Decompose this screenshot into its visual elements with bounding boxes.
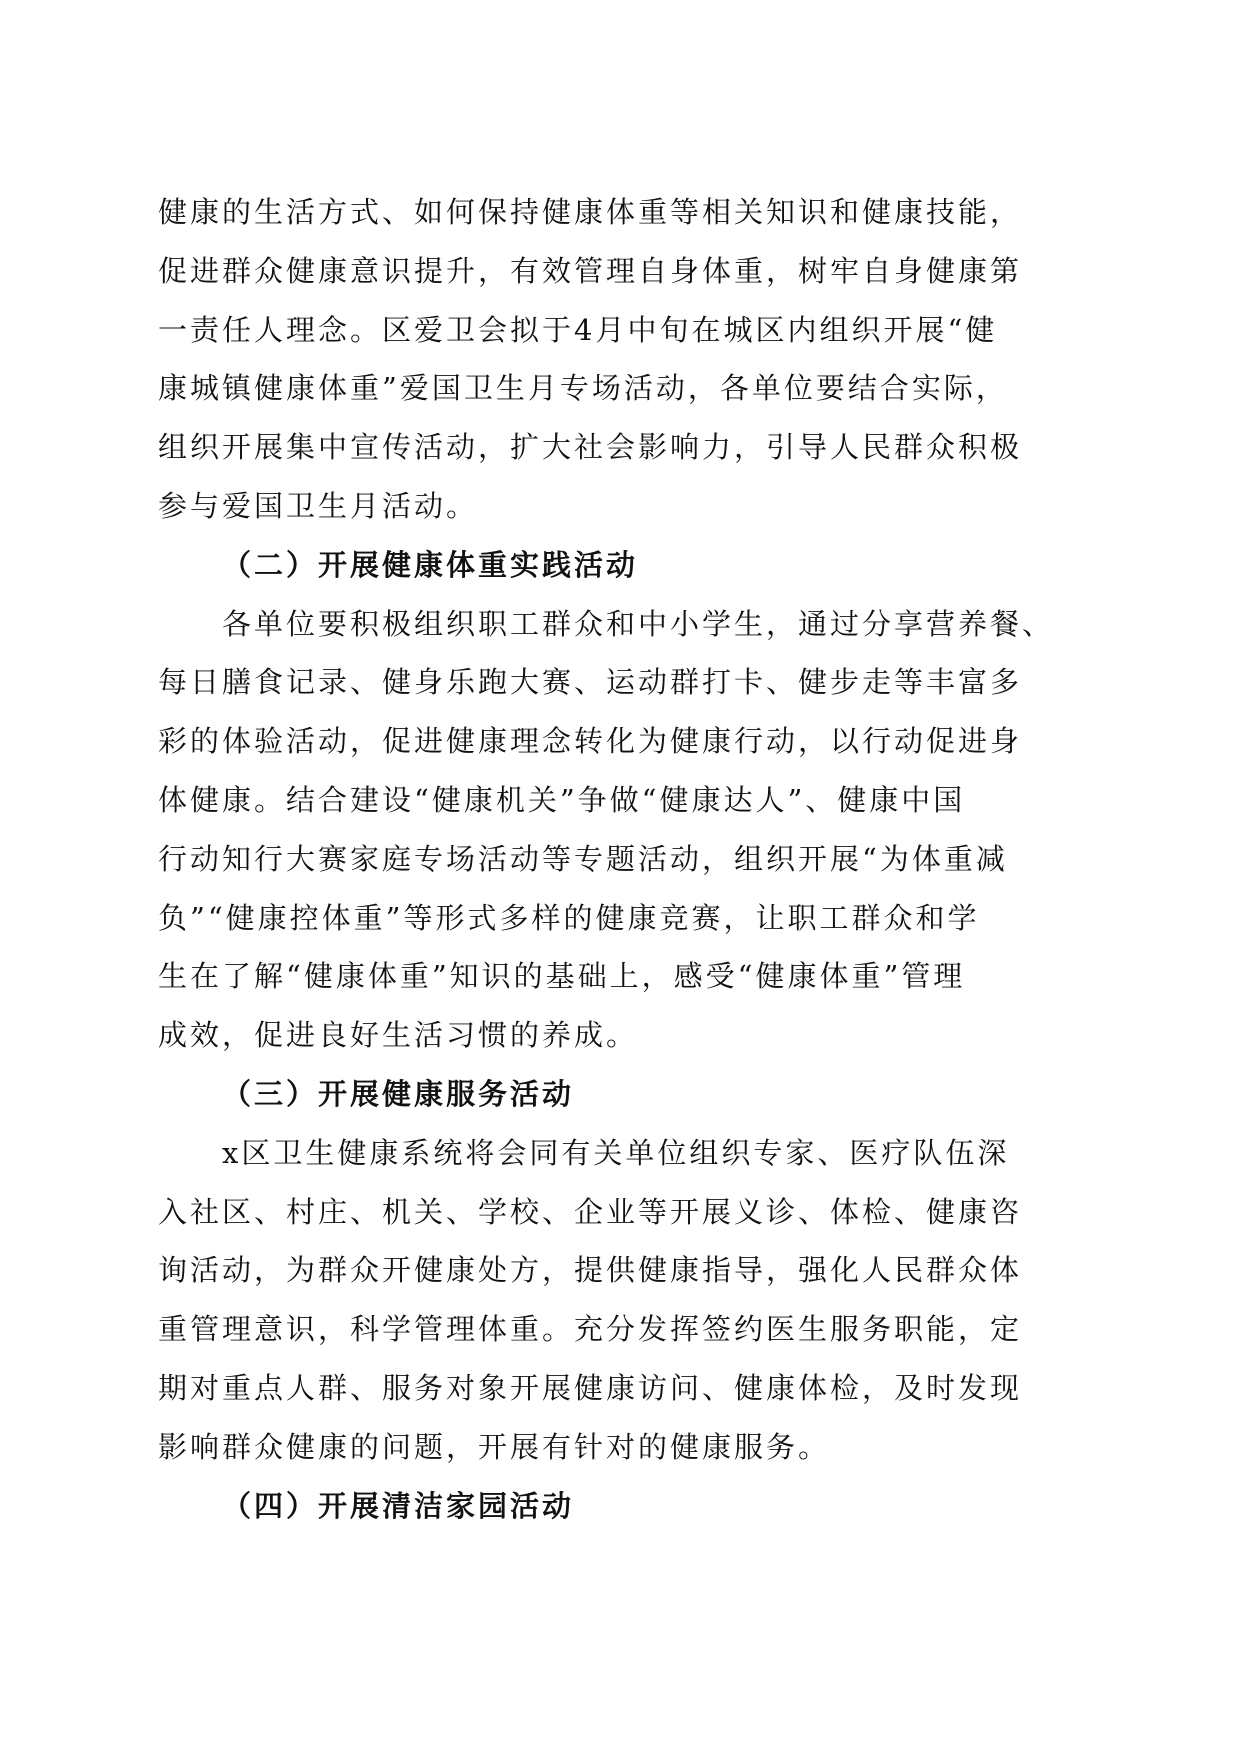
document-body [158,183,1078,1535]
text-line: 询活动，为群众开健康处方，提供健康指导，强化人民群众体 [158,1253,1023,1288]
continuation-paragraph [158,183,1078,536]
text-line: 行动知行大赛家庭专场活动等专题活动，组织开展“为体重减 [158,841,1008,876]
text-line: x区卫生健康系统将会同有关单位组织专家、医疗队伍深 [222,1135,1010,1170]
text-line: 每日膳食记录、健身乐跑大赛、运动群打卡、健步走等丰富多 [158,665,1023,700]
text-line: 重管理意识，科学管理体重。充分发挥签约医生服务职能，定 [158,1312,1023,1347]
section-3-paragraph [158,1124,1078,1477]
section-2-heading: （二）开展健康体重实践活动 [222,547,639,582]
section-3-heading: （三）开展健康服务活动 [222,1076,575,1111]
section-2-paragraph [158,595,1078,1065]
text-line: 成效，促进良好生活习惯的养成。 [158,1018,639,1053]
text-line: 生在了解“健康体重”知识的基础上，感受“健康体重”管理 [158,959,966,994]
text-line: 促进群众健康意识提升，有效管理自身体重，树牢自身健康第 [158,253,1023,288]
text-line: 影响群众健康的问题，开展有针对的健康服务。 [158,1429,831,1464]
text-line: 一责任人理念。区爱卫会拟于4月中旬在城区内组织开展“健 [158,312,998,347]
text-line: 彩的体验活动，促进健康理念转化为健康行动，以行动促进身 [158,724,1023,759]
text-line: 负”“健康控体重”等形式多样的健康竞赛，让职工群众和学 [158,900,980,935]
text-line: 体健康。结合建设“健康机关”争做“健康达人”、健康中国 [158,782,966,817]
text-line: 各单位要积极组织职工群众和中小学生，通过分享营养餐、 [222,606,1055,641]
text-line: 康城镇健康体重”爱国卫生月专场活动，各单位要结合实际， [158,371,1008,406]
text-line: 期对重点人群、服务对象开展健康访问、健康体检，及时发现 [158,1370,1023,1405]
section-4-heading: （四）开展清洁家园活动 [222,1488,575,1523]
text-line: 入社区、村庄、机关、学校、企业等开展义诊、体检、健康咨 [158,1194,1023,1229]
text-line: 健康的生活方式、如何保持健康体重等相关知识和健康技能， [158,195,1023,229]
text-line: 参与爱国卫生月活动。 [158,488,479,523]
text-line: 组织开展集中宣传活动，扩大社会影响力，引导人民群众积极 [158,430,1023,465]
